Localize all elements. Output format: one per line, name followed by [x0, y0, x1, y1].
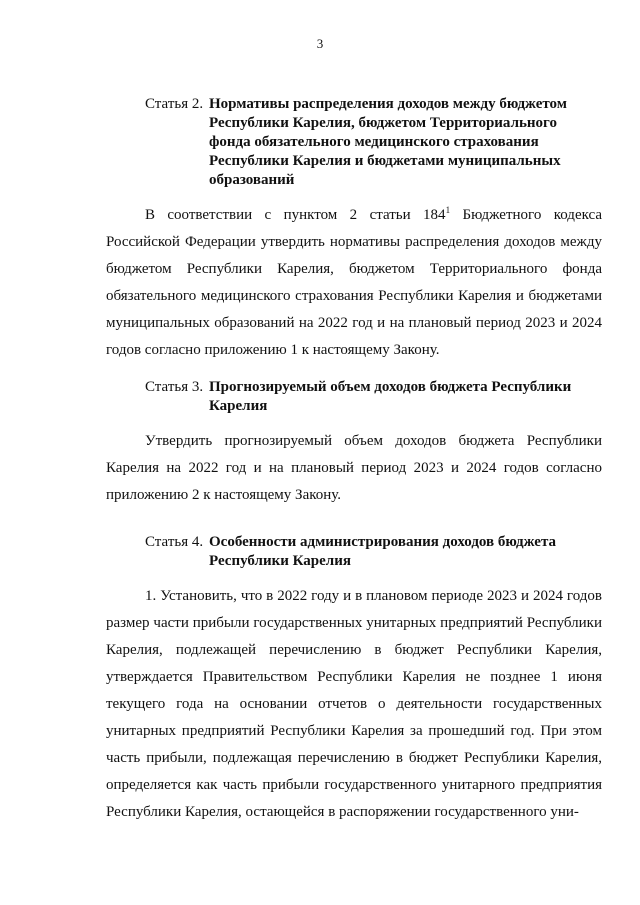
article-heading: [106, 533, 602, 571]
article-heading: [106, 378, 602, 416]
article-body: 1. Установить, что в 2022 году и в плановом периоде 2023 и 2024 годов размер части прибыли государственных унитарных предприятий Республики Карелия, подлежащей перечислению в бюджет Республики Карелия, утверждается Правительством Республики Карелия не позднее 1 июня текущего года на основании отчетов о деятельности государственных унитарных предприятий Республики Карелия за прошедший год. При этом часть прибыли, подлежащая перечислению в бюджет Республики Карелия, определяется как часть прибыли государственного унитарного предприятия Республики Карелия, остающейся в распоряжении государственного уни-: [106, 588, 602, 820]
article-title: Особенности администрирования доходов бюджета Республики Карелия: [209, 534, 556, 569]
article-body: Утвердить прогнозируемый объем доходов бюджета Республики Карелия на 2022 год и на плановый период 2023 и 2024 годов согласно приложению 2 к настоящему Закону.: [106, 433, 602, 503]
article-label: Статья 2.: [145, 96, 204, 112]
page-number: 3: [316, 36, 324, 51]
article-title: Нормативы распределения доходов между бюджетом Республики Карелия, бюджетом Территориального фонда обязательного медицинского страхования Республики Карелия и бюджетами муниципальных образований: [209, 96, 567, 188]
footnote-superscript: 1: [445, 205, 451, 215]
article-body: [106, 202, 602, 364]
article-label: Статья 4.: [145, 534, 204, 550]
article-body-text: Бюджетного кодекса Российской Федерации утвердить нормативы распределения доходов между бюджетом Республики Карелия, бюджетом Территориального фонда обязательного медицинского страхования Республики Карелия и бюджетами муниципальных образований на 2022 год и на плановый период 2023 и 2024 годов согласно приложению 1 к настоящему Закону.: [106, 207, 603, 358]
article-label: Статья 3.: [145, 379, 204, 395]
article-3: [106, 378, 602, 524]
article-4: [106, 533, 602, 841]
article-title: Прогнозируемый объем доходов бюджета Республики Карелия: [209, 379, 572, 414]
article-body-text: В соответствии с пунктом 2 статьи 184: [145, 207, 446, 223]
article-2: [106, 95, 602, 379]
article-heading: [106, 95, 602, 190]
